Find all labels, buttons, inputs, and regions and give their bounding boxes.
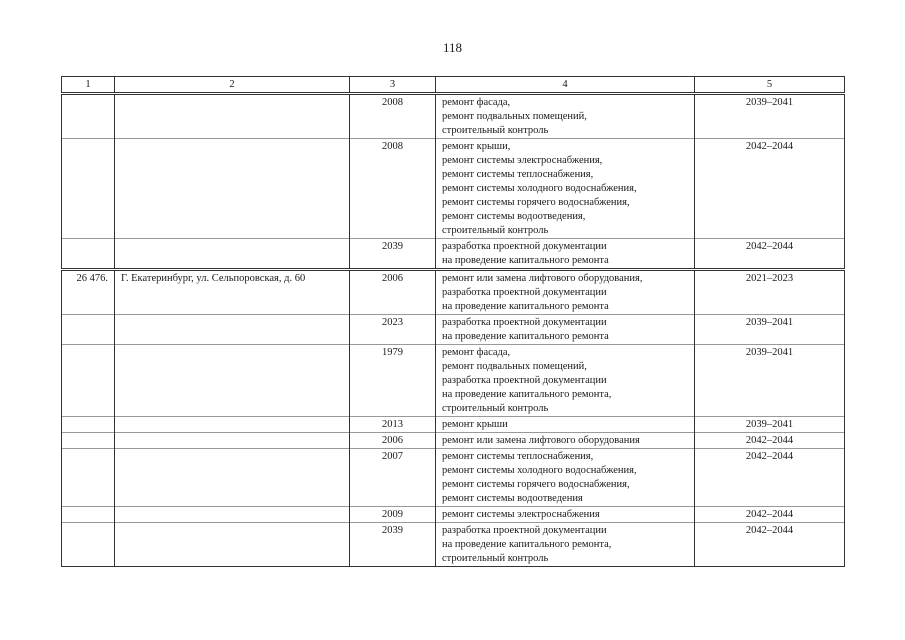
column-header-4: 4: [436, 77, 695, 94]
period-cell: 2042–2044: [695, 239, 845, 270]
works-cell: [436, 507, 695, 523]
table-row: [62, 507, 845, 523]
period-cell: 2042–2044: [695, 507, 845, 523]
year-cell: 2009: [350, 507, 436, 523]
address-cell: [115, 449, 350, 507]
works-cell: [436, 239, 695, 270]
address-cell: [115, 433, 350, 449]
address-cell: [115, 417, 350, 433]
works-cell: [436, 270, 695, 315]
work-item: строительный контроль: [442, 403, 549, 414]
work-item: ремонт системы водоотведения: [442, 493, 583, 504]
year-cell: 2007: [350, 449, 436, 507]
work-item: строительный контроль: [442, 225, 549, 236]
period-cell: 2039–2041: [695, 94, 845, 139]
work-item: ремонт крыши,: [442, 141, 511, 152]
works-cell: [436, 315, 695, 345]
row-number-cell: [62, 433, 115, 449]
table-row: [62, 449, 845, 507]
works-cell: [436, 523, 695, 567]
work-item: ремонт системы теплоснабжения,: [442, 169, 594, 180]
period-cell: 2042–2044: [695, 523, 845, 567]
work-item: ремонт системы теплоснабжения,: [442, 451, 594, 462]
work-item: разработка проектной документации: [442, 317, 607, 328]
work-item: ремонт системы горячего водоснабжения,: [442, 479, 630, 490]
work-item: разработка проектной документации: [442, 241, 607, 252]
year-cell: 2006: [350, 433, 436, 449]
year-cell: 2006: [350, 270, 436, 315]
column-header-1: 1: [62, 77, 115, 94]
year-cell: 2023: [350, 315, 436, 345]
work-item: на проведение капитального ремонта: [442, 331, 609, 342]
year-cell: 2008: [350, 139, 436, 239]
work-item: ремонт системы электроснабжения: [442, 509, 600, 520]
work-item: на проведение капитального ремонта: [442, 255, 609, 266]
works-cell: [436, 433, 695, 449]
year-cell: 2008: [350, 94, 436, 139]
work-item: ремонт системы электроснабжения,: [442, 155, 603, 166]
table-body: [62, 94, 845, 567]
row-number-cell: [62, 345, 115, 417]
work-item: ремонт подвальных помещений,: [442, 111, 587, 122]
work-item: на проведение капитального ремонта,: [442, 389, 612, 400]
row-number-cell: [62, 523, 115, 567]
period-cell: 2042–2044: [695, 449, 845, 507]
work-item: разработка проектной документации: [442, 375, 607, 386]
header-row: [62, 77, 845, 94]
work-item: ремонт фасада,: [442, 347, 511, 358]
work-item: на проведение капитального ремонта: [442, 301, 609, 312]
period-cell: 2039–2041: [695, 315, 845, 345]
row-number-cell: 26 476.: [62, 270, 115, 315]
column-header-5: 5: [695, 77, 845, 94]
work-item: разработка проектной документации: [442, 287, 607, 298]
address-cell: [115, 139, 350, 239]
row-number-cell: [62, 417, 115, 433]
row-number-cell: [62, 449, 115, 507]
period-cell: 2039–2041: [695, 345, 845, 417]
table-header: [62, 77, 845, 94]
column-header-2: 2: [115, 77, 350, 94]
work-item: ремонт фасада,: [442, 97, 511, 108]
table-row: [62, 239, 845, 270]
table-row: [62, 523, 845, 567]
address-cell: [115, 507, 350, 523]
year-cell: 2013: [350, 417, 436, 433]
work-item: строительный контроль: [442, 553, 549, 564]
address-cell: Г. Екатеринбург, ул. Сельпоровская, д. 60: [115, 270, 350, 315]
row-number-cell: [62, 507, 115, 523]
work-item: строительный контроль: [442, 125, 549, 136]
work-item: ремонт крыши: [442, 419, 508, 430]
table-row: [62, 345, 845, 417]
table-row: [62, 315, 845, 345]
address-cell: [115, 345, 350, 417]
works-cell: [436, 345, 695, 417]
works-cell: [436, 94, 695, 139]
address-cell: [115, 94, 350, 139]
works-cell: [436, 139, 695, 239]
page-number: 118: [442, 40, 463, 55]
row-number-cell: [62, 239, 115, 270]
table-row: [62, 270, 845, 315]
works-cell: [436, 449, 695, 507]
work-item: ремонт или замена лифтового оборудования: [442, 435, 640, 446]
row-number-cell: [62, 139, 115, 239]
period-cell: 2039–2041: [695, 417, 845, 433]
work-item: ремонт или замена лифтового оборудования,: [442, 273, 643, 284]
address-cell: [115, 315, 350, 345]
work-item: ремонт системы холодного водоснабжения,: [442, 465, 637, 476]
table-row: [62, 94, 845, 139]
works-cell: [436, 417, 695, 433]
period-cell: 2021–2023: [695, 270, 845, 315]
year-cell: 1979: [350, 345, 436, 417]
period-cell: 2042–2044: [695, 139, 845, 239]
table-row: [62, 433, 845, 449]
work-item: разработка проектной документации: [442, 525, 607, 536]
work-item: ремонт подвальных помещений,: [442, 361, 587, 372]
table-row: [62, 417, 845, 433]
work-item: ремонт системы горячего водоснабжения,: [442, 197, 630, 208]
repair-schedule-table: [61, 76, 845, 567]
column-header-3: 3: [350, 77, 436, 94]
work-item: ремонт системы холодного водоснабжения,: [442, 183, 637, 194]
address-cell: [115, 239, 350, 270]
row-number-cell: [62, 94, 115, 139]
row-number-cell: [62, 315, 115, 345]
period-cell: 2042–2044: [695, 433, 845, 449]
table-row: [62, 139, 845, 239]
year-cell: 2039: [350, 523, 436, 567]
work-item: ремонт системы водоотведения,: [442, 211, 586, 222]
year-cell: 2039: [350, 239, 436, 270]
work-item: на проведение капитального ремонта,: [442, 539, 612, 550]
address-cell: [115, 523, 350, 567]
